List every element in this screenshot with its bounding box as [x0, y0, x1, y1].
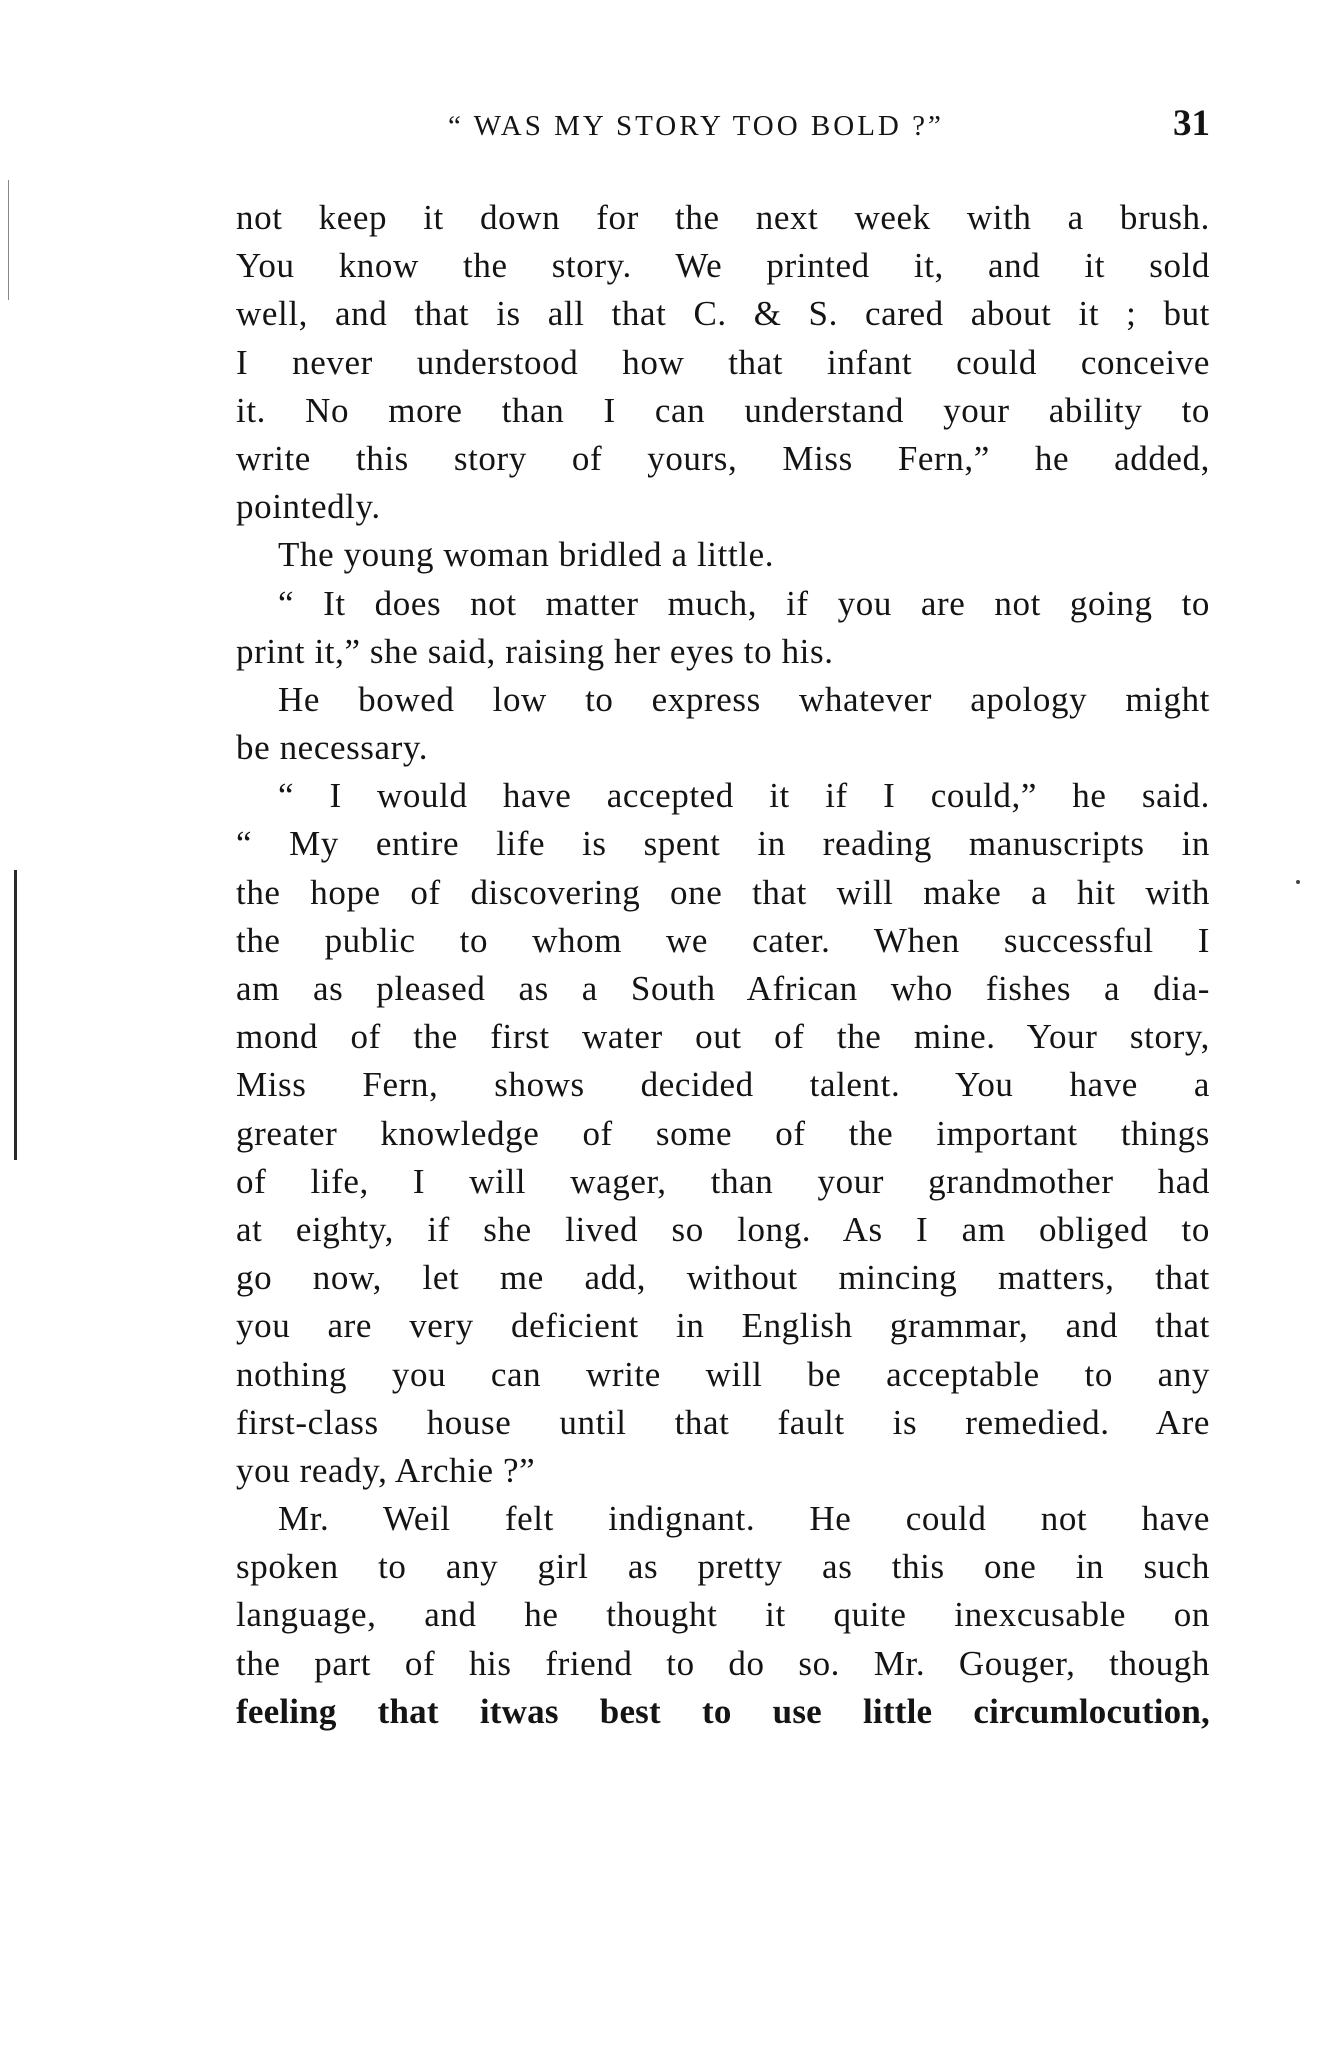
scan-speck — [1296, 880, 1300, 884]
paragraph-start-line: The young woman bridled a little. — [278, 535, 775, 575]
text-line: “ My entire life is spent in reading manuscripts in — [236, 824, 1210, 864]
text-line: well, and that is all that C. & S. cared about it ; but — [236, 294, 1210, 334]
page-header — [236, 102, 1210, 152]
text-line: first-class house until that fault is remedied. Are — [236, 1402, 1210, 1442]
text-line: You know the story. We printed it, and it sold — [236, 246, 1210, 286]
paragraph-start-line: “ I would have accepted it if I could,” he said. — [278, 776, 1210, 816]
paragraph-start-line: “ It does not matter much, if you are not going to — [278, 583, 1210, 623]
left-margin-scan-mark — [14, 870, 17, 1160]
text-line: greater knowledge of some of the important things — [236, 1113, 1210, 1153]
text-line: it. No more than I can understand your ability to — [236, 390, 1210, 430]
text-line: pointedly. — [236, 487, 381, 527]
page-number: 31 — [1173, 103, 1210, 144]
text-line: spoken to any girl as pretty as this one in such — [236, 1547, 1210, 1587]
text-line: write this story of yours, Miss Fern,” he added, — [236, 438, 1210, 478]
text-line: am as pleased as a South African who fishes a dia- — [236, 969, 1210, 1008]
body-text — [236, 194, 1210, 1736]
text-line: language, and he thought it quite inexcusable on — [236, 1595, 1210, 1635]
text-line: be necessary. — [236, 728, 429, 768]
text-line: print it,” she said, raising her eyes to his. — [236, 631, 834, 671]
text-line: you are very deficient in English grammar, and that — [236, 1306, 1210, 1346]
text-line: the part of his friend to do so. Mr. Gouger, though — [236, 1643, 1210, 1683]
text-line: you ready, Archie ?” — [236, 1450, 536, 1490]
paragraph-start-line: Mr. Weil felt indignant. He could not have — [278, 1499, 1210, 1539]
text-line: I never understood how that infant could conceive — [236, 342, 1210, 382]
text-line: nothing you can write will be acceptable to any — [236, 1354, 1210, 1394]
text-line: mond of the first water out of the mine. Your story, — [236, 1017, 1210, 1057]
text-line: go now, let me add, without mincing matters, that — [236, 1258, 1210, 1298]
paragraph-start-line: He bowed low to express whatever apology might — [278, 679, 1210, 719]
text-line: of life, I will wager, than your grandmother had — [236, 1161, 1210, 1201]
text-line: feeling that itwas best to use little circumlocution, — [236, 1691, 1210, 1731]
text-line: the public to whom we cater. When successful I — [236, 920, 1210, 960]
text-line: the hope of discovering one that will make a hit with — [236, 872, 1210, 912]
text-line: at eighty, if she lived so long. As I am obliged to — [236, 1209, 1210, 1249]
left-margin-scan-mark-faint — [8, 180, 9, 300]
text-line: Miss Fern, shows decided talent. You have a — [236, 1065, 1210, 1105]
text-line: not keep it down for the next week with a brush. — [236, 198, 1210, 237]
running-title: “ WAS MY STORY TOO BOLD ?” — [448, 110, 944, 142]
